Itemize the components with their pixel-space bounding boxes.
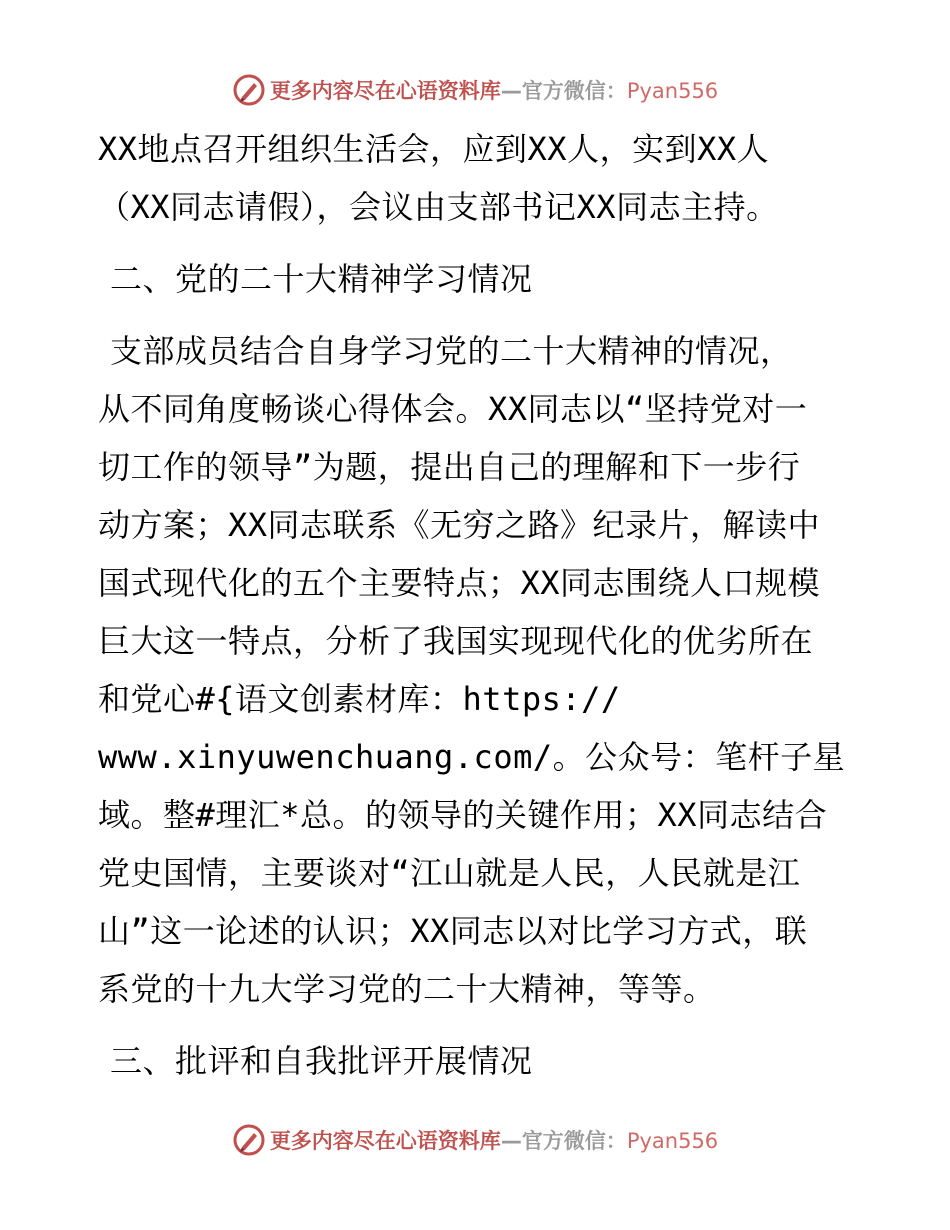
paragraph-line: 山”这一论述的认识；XX同志以对比学习方式，联 <box>98 912 808 950</box>
banner-wechat-id: Pyan556 <box>626 79 719 103</box>
pen-logo-icon <box>232 73 266 107</box>
section-heading: 三、批评和自我批评开展情况 <box>110 1042 533 1080</box>
paragraph-line: 系党的十九大学习党的二十大精神，等等。 <box>98 970 716 1008</box>
banner-wechat-id: Pyan556 <box>626 1129 719 1153</box>
banner-dash: — <box>500 79 522 103</box>
paragraph-line: www.xinyuwenchuang.com/。公众号：笔杆子星 <box>98 738 846 776</box>
paragraph-line: 从不同角度畅谈心得体会。XX同志以“坚持党对一 <box>98 390 808 428</box>
paragraph-line: 和党心#{语文创素材库：https:// <box>98 680 621 718</box>
banner-dash: — <box>500 1129 522 1153</box>
paragraph-line: 动方案；XX同志联系《无穷之路》纪录片，解读中 <box>98 506 821 544</box>
banner-main-text: 更多内容尽在心语资料库 <box>269 1129 501 1153</box>
banner-text <box>270 1125 718 1155</box>
paragraph-line: 支部成员结合自身学习党的二十大精神的情况， <box>110 332 793 370</box>
document-body <box>98 120 868 1090</box>
banner-official-label: 官方微信： <box>521 79 627 103</box>
paragraph-line: 切工作的领导”为题，提出自己的理解和下一步行 <box>98 448 801 486</box>
pen-logo-icon <box>232 1123 266 1157</box>
paragraph-line: 域。整#理汇*总。的领导的关键作用；XX同志结合 <box>98 796 828 834</box>
paragraph-line: 巨大这一特点，分析了我国实现现代化的优劣所在 <box>98 622 814 660</box>
paragraph-line: 国式现代化的五个主要特点；XX同志围绕人口规模 <box>98 564 821 602</box>
section-heading: 二、党的二十大精神学习情况 <box>110 260 533 298</box>
banner-text <box>270 75 718 105</box>
paragraph-line: 党史国情，主要谈对“江山就是人民，人民就是江 <box>98 854 801 892</box>
paragraph-line: XX地点召开组织生活会，应到XX人，实到XX人 <box>98 130 770 168</box>
banner-main-text: 更多内容尽在心语资料库 <box>269 79 501 103</box>
paragraph-line: （XX同志请假），会议由支部书记XX同志主持。 <box>98 188 779 226</box>
banner-official-label: 官方微信： <box>521 1129 627 1153</box>
footer-banner <box>0 1118 950 1162</box>
header-banner <box>0 68 950 112</box>
